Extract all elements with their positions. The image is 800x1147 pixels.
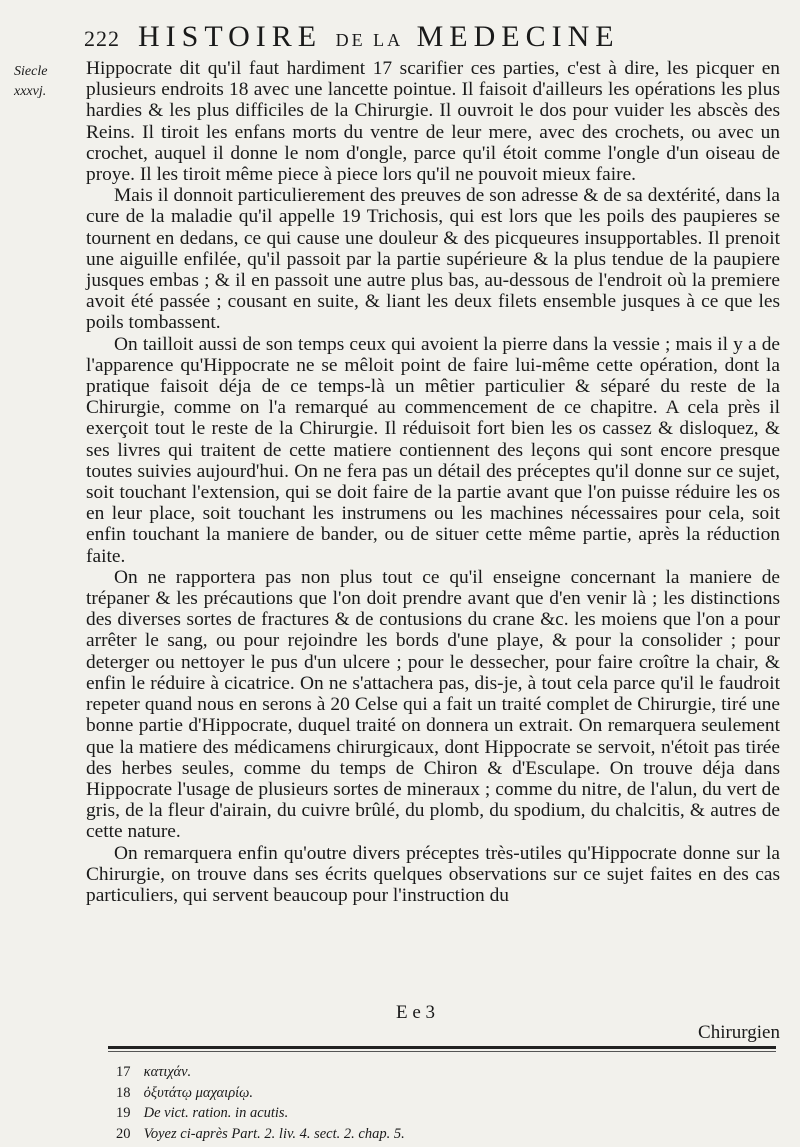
footnote-text: Voyez ci-après Part. 2. liv. 4. sect. 2. chap. 5. — [143, 1125, 405, 1142]
body-text — [86, 58, 780, 906]
margin-note-line: Siecle — [14, 64, 48, 79]
page-number: 222 — [84, 26, 120, 51]
paragraph: Mais il donnoit particulierement des preuves de son adresse & de sa dextérité, dans la cure de la maladie qu'il appelle 19 Trichosis, qui est lors que les poils des paupieres se tournent en dedans, ce qui cause une douleur & des picqueures insupportables. Il prenoit une aiguille enfilée, qu'il passoit par la partie supérieure & la plus tendue de la paupiere jusques embas ; & il en passoit une autre plus bas, au-dessous de l'endroit où la premiere avoit été passée ; cousant en suite, & liant les deux filets ensemble jusques à ce que les poils tombassent. — [86, 185, 780, 334]
margin-note — [14, 62, 80, 102]
footnote — [116, 1083, 716, 1104]
paragraph: On remarquera enfin qu'outre divers préceptes très-utiles qu'Hippocrate donne sur la Chirurgie, on trouve dans ses écrits quelques observations sur ce sujet faites en des cas particuliers, qui servent beaucoup pour l'instruction du — [86, 842, 780, 906]
title-part-2: DE LA — [335, 30, 404, 50]
footnote — [116, 1124, 716, 1145]
footnote-rule — [108, 1046, 776, 1049]
footnote-rule-thin — [108, 1051, 776, 1052]
paragraph: On tailloit aussi de son temps ceux qui avoient la pierre dans la vessie ; mais il y a de l'apparence qu'Hippocrate ne se mêloit point de faire lui-même cette opération, dont la pratique faisoit déja de ce temps-là un mêtier particulier & séparé du reste de la Chirurgie, comme on l'a remarqué au commencement de ce chapitre. A cela près il exerçoit tout le reste de la Chirurgie. Il réduisoit fort bien les os cassez & disloquez, & ses livres qui traitent de cette matiere contiennent des leçons qui sont encore presque toutes suivies aujourd'hui. On ne fera pas un détail des préceptes qu'il donne sur ce sujet, soit touchant l'extension, qui se doit faire de la partie avant que l'on puisse réduire les os en leur place, soit touchant les instrumens ou les machines nécessaires pour cela, soit enfin touchant la maniere de bander, ou de situer cette même partie, après la réduction faite. — [86, 333, 780, 567]
footnote-number: 20 — [116, 1125, 131, 1142]
footnotes — [116, 1062, 716, 1144]
footnote-number: 18 — [116, 1084, 131, 1101]
footnote-text: ὀξυτάτῳ μαχαιρίῳ. — [143, 1084, 254, 1101]
footnote-text: κατιχάν. — [143, 1064, 192, 1080]
footnote — [116, 1062, 716, 1083]
title-part-3: MEDECINE — [416, 20, 620, 53]
margin-note-line: xxxvj. — [14, 84, 47, 99]
title-part-1: HISTOIRE — [138, 20, 323, 53]
catchword: Chirurgien — [698, 1022, 780, 1043]
paragraph: Hippocrate dit qu'il faut hardiment 17 scarifier ces parties, c'est à dire, les picquer en plusieurs endroits 18 avec une lancette pointue. Il faisoit d'ailleurs les opérations les plus hardies & les plus difficiles de la Chirurgie. Il ouvroit le dos pour vuider les abscès des Reins. Il tiroit les enfans morts du ventre de leur mere, avec des crochets, ou avec un crochet, auquel il donne le nom d'ongle, parce qu'il étoit comme l'ongle d'un oiseau de proye. Il les tiroit même piece à piece lors qu'il ne pouvoit mieux faire. — [86, 58, 780, 186]
signature-mark: E e 3 — [396, 1002, 436, 1023]
paragraph: On ne rapportera pas non plus tout ce qu'il enseigne concernant la maniere de trépaner & les précautions que l'on doit prendre avant que d'en venir là ; les distinctions des diverses sortes de fractures & de contusions du crane &c. les moiens que l'on a pour arrêter le sang, ou pour rejoindre les bords d'une playe, & pour la consolider ; pour deterger ou nettoyer le pus d'un ulcere ; pour le dessecher, pour faire croître la chair, & enfin le réduire à cicatrice. On ne s'attachera pas, dis-je, à tout cela parce qu'il le faudroit repeter quand nous en serons à 20 Celse qui a fait un traité complet de Chirurgie, tiré une bonne partie d'Hippocrate, duquel traité on donnera un extrait. On remarquera seulement que la matiere des médicamens chirurgicaux, dont Hippocrate se servoit, n'étoit pas tirée des herbes seules, comme du temps de Chiron & d'Esculape. On trouve déja dans Hippocrate l'usage de plusieurs sortes de mineraux ; comme du nitre, de l'alun, du vert de gris, de la fleur d'airain, du cuivre brûlé, du plomb, du spodium, du chalcitis, & autres de cette nature. — [86, 566, 780, 843]
running-title — [138, 20, 620, 54]
footnote — [116, 1103, 716, 1124]
footnote-text: De vict. ration. in acutis. — [143, 1105, 289, 1121]
footnote-number: 17 — [116, 1064, 131, 1080]
running-header — [84, 20, 776, 54]
footnote-number: 19 — [116, 1105, 131, 1121]
